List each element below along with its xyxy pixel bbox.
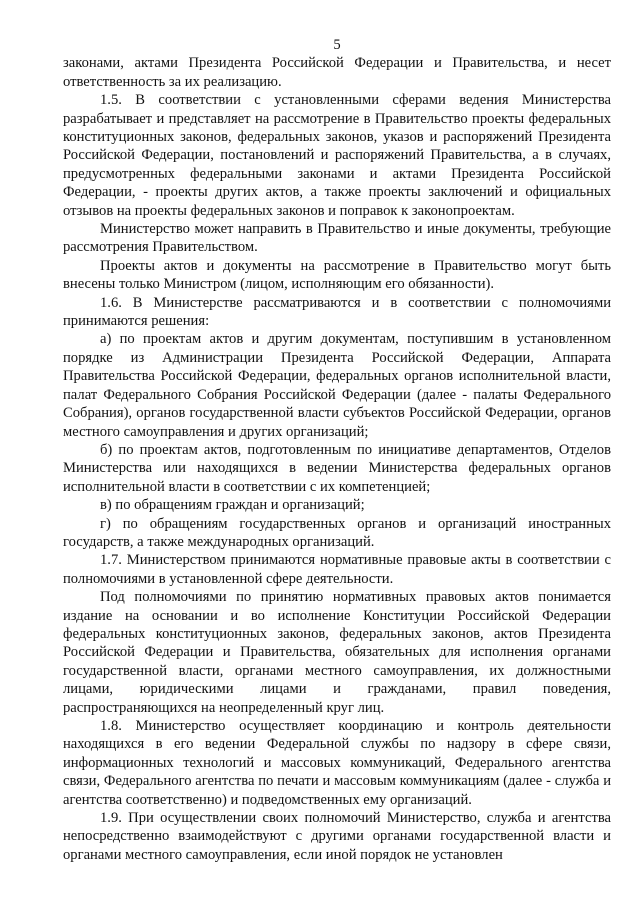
paragraph-item-b: б) по проектам актов, подготовленным по инициативе департаментов, Отделов Министерства или находящихся в ведении Министерства федеральных органов исполнительной власти в соответствии с их компетенцией; — [63, 441, 611, 495]
paragraph-item-a: а) по проектам актов и другим документам, поступившим в установленном порядке из Администрации Президента Российской Федерации, Аппарата Правительства Российской Федерации, федеральных органов исполнительной власти, палат Федерального Собрания Российской Федерации (далее - палаты Федерального Собрания), органов государственной власти субъектов Российской Федерации, органов местного самоуправления и других организаций; — [63, 331, 611, 440]
paragraph-item-v: в) по обращениям граждан и организаций; — [100, 497, 365, 514]
paragraph-1-9: 1.9. При осуществлении своих полномочий Министерство, служба и агентства непосредственно взаимодействуют с другими органами государственной власти и органами местного самоуправления, если иной порядок не установлен — [63, 810, 611, 863]
paragraph-powers-definition: Под полномочиями по принятию нормативных правовых актов понимается издание на основании и во исполнение Конституции Российской Федерации федеральных конституционных законов, федеральных законов, актов Президента Российской Федерации и Правительства, обязательных для исполнения органами государственной власти, органами местного самоуправления, их должностными лицами, юридическими лицами и гражданами, правил поведения, распространяющихся на неопределенный круг лиц. — [63, 589, 611, 716]
paragraph-1-8: 1.8. Министерство осуществляет координацию и контроль деятельности находящихся в его ведении Федеральной службы по надзору в сфере связи, информационных технологий и массовых коммуникаций, Федерального агентства связи, Федерального агентства по печати и массовым коммуникациям (далее - служба и агентства соответственно) и подведомственных ему организаций. — [63, 718, 611, 808]
paragraph-drafts-submitted: Проекты актов и документы на рассмотрение в Правительство могут быть внесены только Министром (лицом, исполняющим его обязанности). — [63, 257, 611, 293]
paragraph-ministry-may-send: Министерство может направить в Правительство и иные документы, требующие рассмотрения Правительством. — [63, 221, 611, 256]
paragraph-1-5: 1.5. В соответствии с установленными сферами ведения Министерства разрабатывает и представляет на рассмотрение в Правительство проекты федеральных конституционных законов, федеральных законов, указов и распоряжений Президента Российской Федерации, постановлений и распоряжений Правительства, а в случаях, предусмотренных федеральными законами и актами Президента Российской Федерации, - проекты других актов, а также проекты заключений и официальных отзывов на проекты федеральных законов и поправок к законопроектам. — [63, 92, 611, 219]
document-page — [63, 36, 611, 864]
page-number: 5 — [333, 37, 341, 53]
paragraph-1-6: 1.6. В Министерстве рассматриваются и в соответствии с полномочиями принимаются решения: — [63, 294, 611, 330]
paragraph-1-7: 1.7. Министерством принимаются нормативные правовые акты в соответствии с полномочиями в установленной сфере деятельности. — [63, 552, 611, 587]
paragraph-continuation: законами, актами Президента Российской Федерации и Правительства, и несет ответственность за их реализацию. — [63, 55, 611, 90]
paragraph-item-g: г) по обращениям государственных органов и организаций иностранных государств, а также международных организаций. — [63, 515, 611, 550]
